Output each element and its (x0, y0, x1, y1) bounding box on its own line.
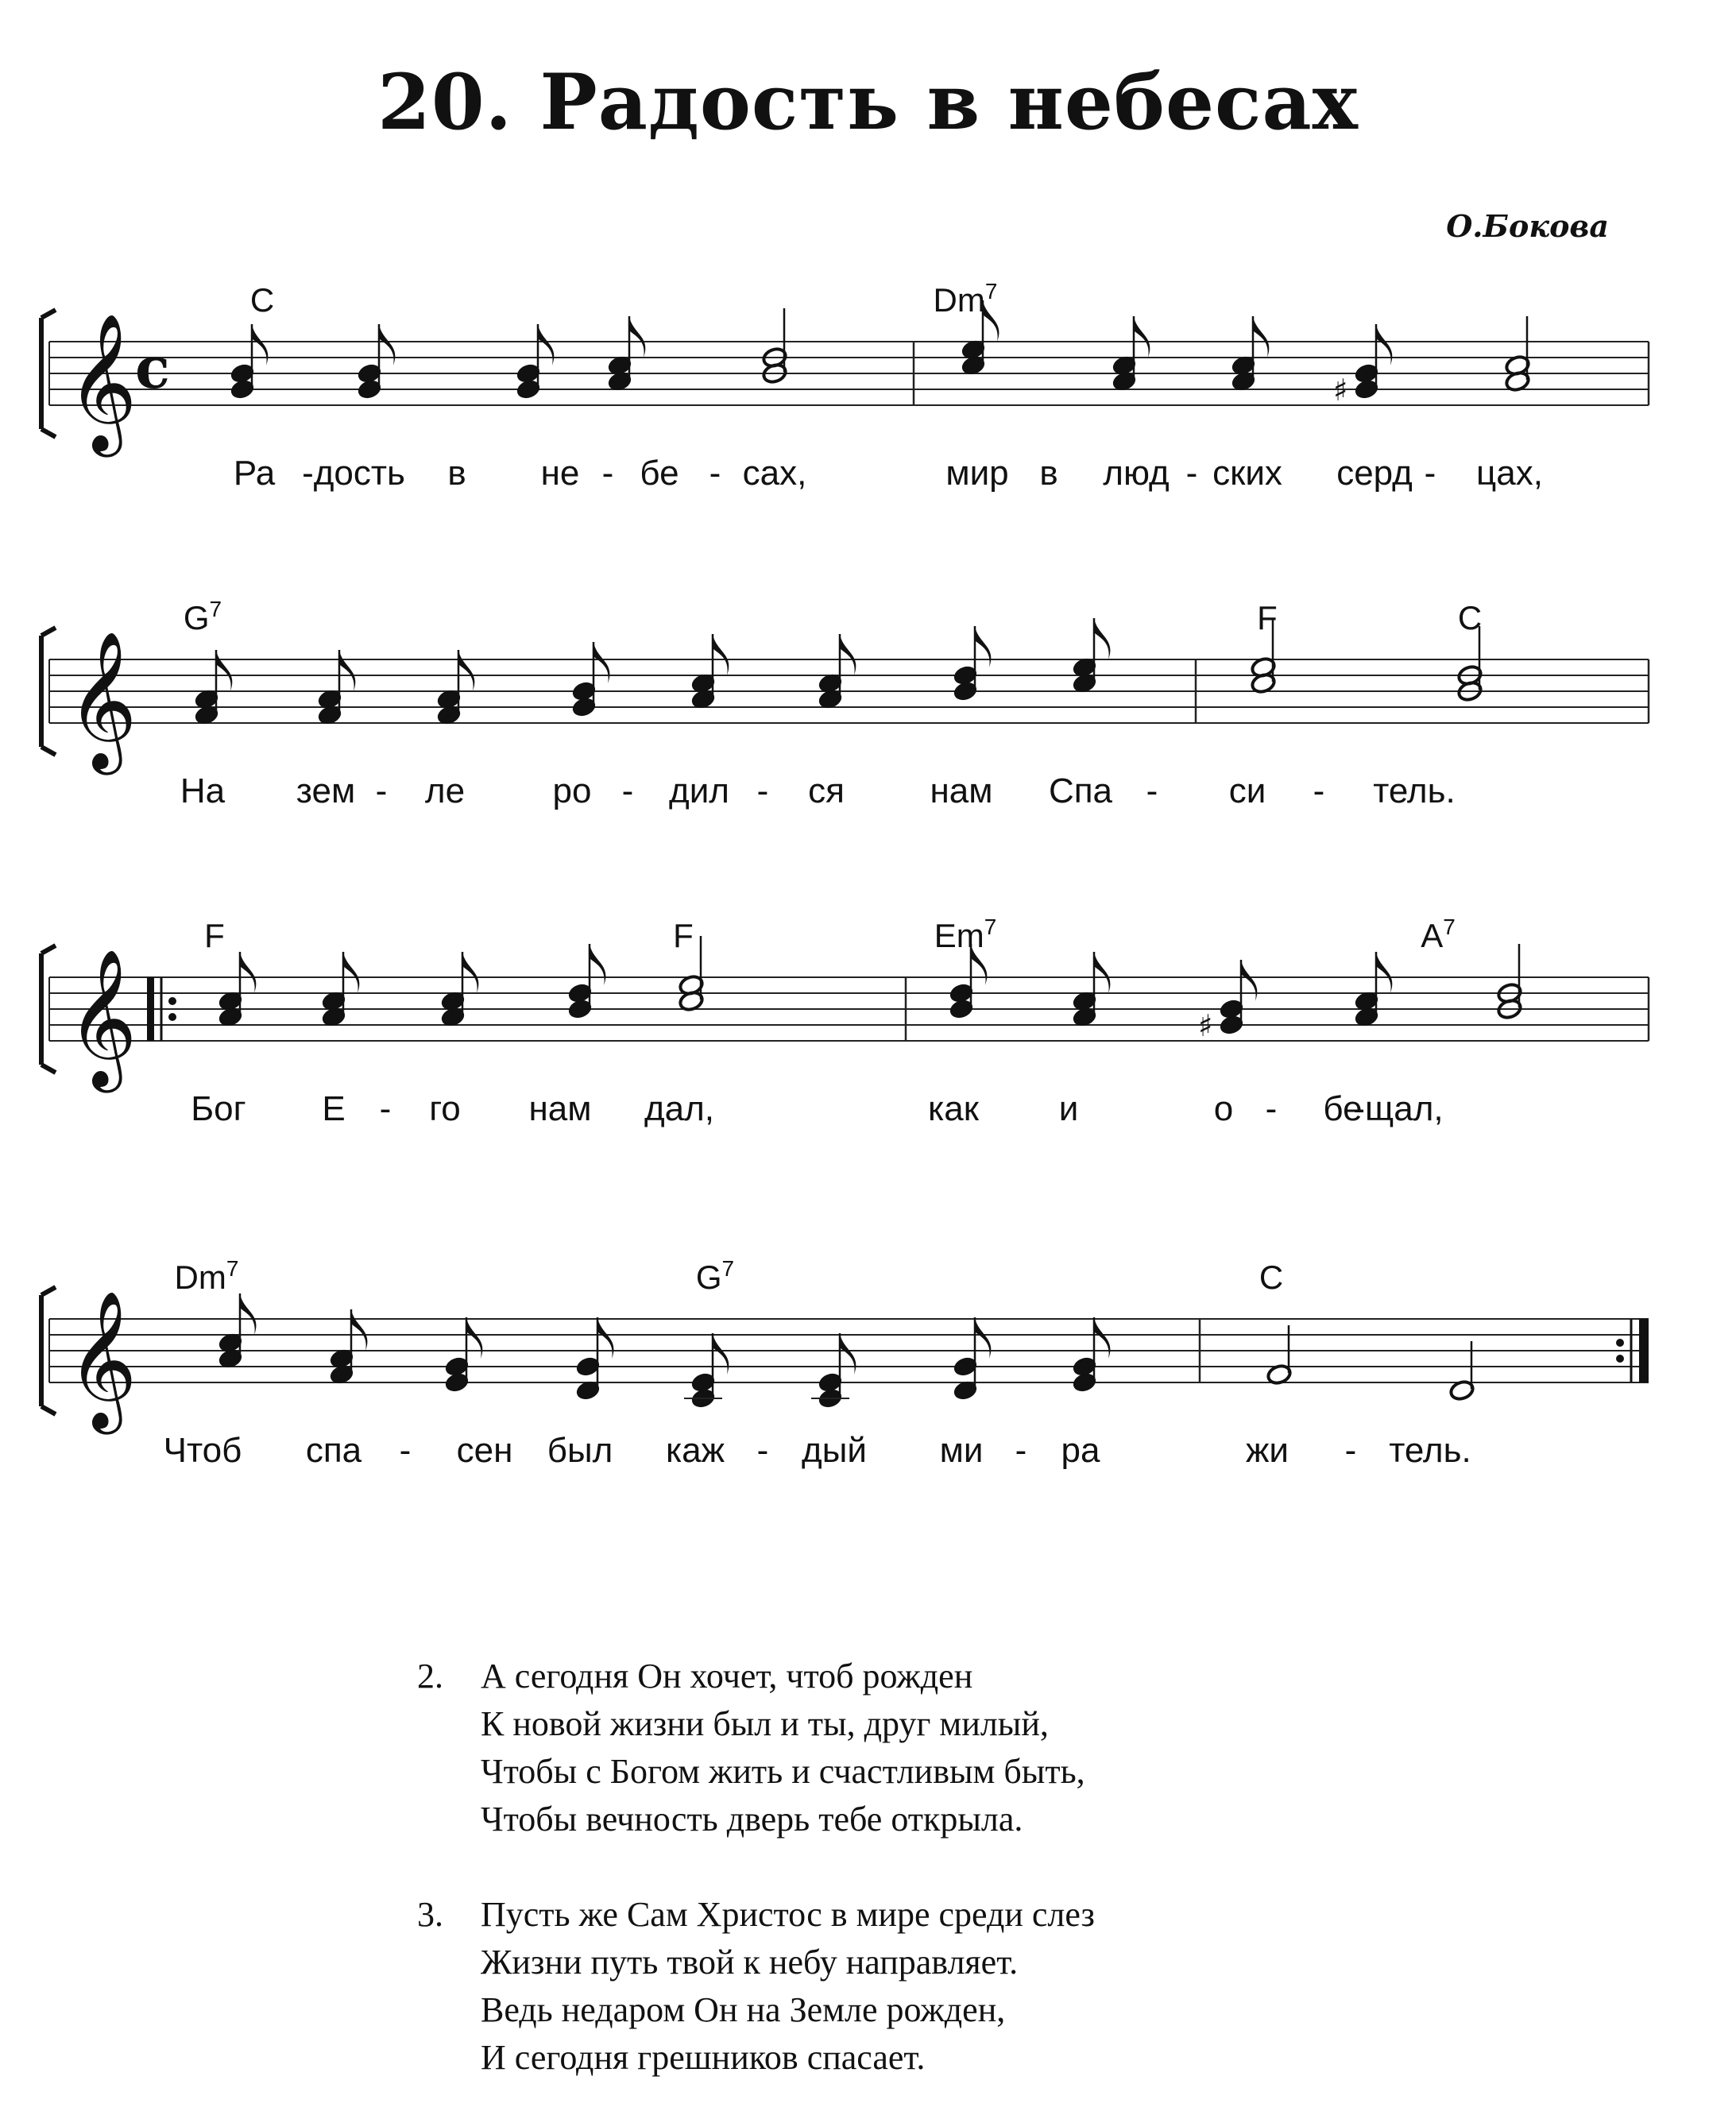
lyric-syllable: - (1265, 1089, 1278, 1128)
eighth-note-chord (811, 1333, 856, 1409)
chord-extension: 7 (1443, 914, 1456, 939)
eighth-note-chord (1071, 952, 1110, 1028)
common-time-icon: c (135, 334, 170, 401)
eighth-note-chord (1071, 618, 1110, 694)
eighth-note-chord (606, 316, 645, 392)
lyric-syllable: - (1344, 1431, 1357, 1470)
chord-symbol (204, 917, 225, 954)
chord-root: F (1257, 599, 1278, 636)
lyric-syllable: - (1185, 454, 1198, 493)
note-flag (240, 952, 256, 993)
lyric-syllable: На (180, 771, 226, 810)
lyric-syllable: Ра (233, 454, 276, 493)
chord-extension: 7 (984, 914, 997, 939)
lyric-syllable: каж (665, 1431, 725, 1470)
eighth-note-chord (435, 650, 474, 726)
eighth-note-chord (217, 952, 256, 1028)
lyric-syllable: сен (456, 1431, 513, 1470)
lyric-syllable: ся (808, 771, 845, 810)
chord-symbol (250, 281, 274, 319)
note-flag (1376, 324, 1392, 365)
eighth-note-chord (193, 650, 232, 726)
chord-symbol (1458, 599, 1482, 636)
verse-line: А сегодня Он хочет, чтоб рожден (481, 1657, 973, 1696)
lyric-syllable: дил (669, 771, 729, 810)
chord-extension: 7 (721, 1256, 735, 1281)
lyric-syllable: жи (1245, 1431, 1289, 1470)
verse-3 (417, 1891, 1095, 2082)
lyric-syllable: - (399, 1431, 412, 1470)
lyric-syllable: был (547, 1431, 613, 1470)
eighth-note-chord (690, 634, 729, 710)
chord-symbol (1259, 1259, 1283, 1296)
lyric-syllable: сах, (742, 454, 807, 493)
lyric-syllable: мир (945, 454, 1009, 493)
composer-credit: О.Бокова (1446, 208, 1609, 244)
treble-clef-icon: 𝄞 (67, 631, 137, 769)
verse-number: 2. (417, 1657, 443, 1696)
repeat-start-thick-bar (147, 977, 154, 1041)
staff-system-2 (41, 597, 1649, 810)
note-flag (1241, 960, 1257, 1001)
treble-clef-icon: 𝄞 (67, 1290, 137, 1429)
lyric-syllable: дал, (644, 1089, 715, 1128)
lyric-syllable: -дость (302, 454, 405, 493)
eighth-note-chord (1353, 952, 1392, 1028)
eighth-note-chord (817, 634, 856, 710)
treble-clef-icon: 𝄞 (67, 949, 137, 1087)
note-flag (975, 626, 991, 667)
lyric-syllable: го (429, 1089, 461, 1128)
eighth-note-chord (1333, 324, 1392, 408)
chord-symbol (1421, 914, 1456, 954)
eighth-note-chord (439, 952, 478, 1028)
lyric-syllable: и (1058, 1089, 1079, 1128)
lyric-syllable: - (601, 454, 614, 493)
chord-root: F (204, 917, 225, 954)
note-flag (216, 650, 232, 691)
note-flag (343, 952, 359, 993)
chord-extension: 7 (226, 1256, 239, 1281)
verse-line: К новой жизни был и ты, друг милый, (481, 1704, 1049, 1743)
note-flag (1376, 952, 1392, 993)
lyric-syllable: Е (322, 1089, 346, 1128)
lyric-syllable: - (1313, 771, 1325, 810)
lyric-syllable: - (709, 454, 721, 493)
lyric-syllable: ро (552, 771, 592, 810)
lyric-syllable: ми (939, 1431, 984, 1470)
chord-root: Dm (933, 281, 985, 319)
eighth-note-chord (1198, 960, 1257, 1043)
eighth-note-chord (1230, 316, 1269, 392)
eighth-note-chord (316, 650, 355, 726)
chord-root: Em (934, 917, 984, 954)
chord-root: G (183, 599, 210, 636)
lyric-syllable: ра (1061, 1431, 1100, 1470)
note-flag (1253, 316, 1269, 358)
note-flag (840, 1333, 856, 1375)
note-flag (597, 1317, 613, 1359)
lyric-syllable: в (447, 454, 466, 493)
lyric-syllable: - (375, 771, 388, 810)
note-flag (1094, 1317, 1110, 1359)
half-note-chord (1504, 316, 1530, 392)
lyric-syllable: си (1228, 771, 1266, 810)
repeat-dot (1616, 1339, 1624, 1347)
chord-root: C (1457, 599, 1483, 636)
lyric-syllable: - (621, 771, 634, 810)
chord-symbol (175, 1256, 239, 1296)
note-flag (466, 1317, 482, 1359)
chord-root: F (673, 917, 694, 954)
chord-symbol (1257, 599, 1278, 636)
note-flag (593, 642, 609, 683)
note-flag (713, 1333, 729, 1375)
repeat-dot (1616, 1355, 1624, 1363)
verse-line: Жизни путь твой к небу направляет. (481, 1943, 1019, 1982)
eighth-note-chord (217, 1293, 256, 1370)
note-flag (339, 650, 355, 691)
staff-system-1 (41, 279, 1649, 493)
treble-clef-icon: 𝄞 (67, 313, 137, 451)
lyric-syllable: тель. (1389, 1431, 1471, 1470)
sharp-icon: ♯ (1333, 373, 1348, 408)
lyric-syllable: - (1015, 1431, 1027, 1470)
lyric-syllable: дый (802, 1431, 867, 1470)
eighth-note-chord (328, 1309, 367, 1386)
note-flag (983, 300, 999, 342)
eighth-note-chord (574, 1317, 613, 1402)
lyric-syllable: бе (640, 454, 679, 493)
chord-symbol (934, 914, 997, 954)
note-flag (590, 944, 605, 985)
lyric-syllable: серд (1336, 454, 1413, 493)
eighth-note-chord (320, 952, 359, 1028)
note-flag (1094, 952, 1110, 993)
lyric-syllable: - (756, 771, 769, 810)
chord-extension: 7 (984, 279, 998, 304)
verse-line: Ведь недаром Он на Земле рожден, (481, 1990, 1006, 2029)
chord-extension: 7 (209, 597, 222, 621)
chord-root: Dm (174, 1259, 226, 1296)
lyric-syllable: люд (1103, 454, 1170, 493)
lyric-syllable: Чтоб (163, 1431, 242, 1470)
lyric-syllable: не (540, 454, 580, 493)
repeat-dot (168, 1013, 176, 1021)
note-flag (713, 634, 729, 675)
lyric-syllable: -щал, (1353, 1089, 1444, 1128)
chord-symbol (696, 1256, 734, 1296)
note-flag (1134, 316, 1150, 358)
lyric-syllable: - (1146, 771, 1158, 810)
lyric-syllable: как (928, 1089, 979, 1128)
eighth-note-chord (684, 1333, 729, 1409)
verse-line: Чтобы с Богом жить и счастливым быть, (481, 1752, 1085, 1791)
note-flag (351, 1309, 367, 1351)
note-flag (240, 1293, 256, 1335)
lyric-syllable: - (379, 1089, 392, 1128)
song-title: 20. Радость в небесах (377, 57, 1359, 147)
note-flag (629, 316, 645, 358)
staff-system-4 (41, 1256, 1649, 1470)
lyric-syllable: нам (930, 771, 993, 810)
note-flag (1094, 618, 1110, 659)
lyric-syllable: зем (296, 771, 356, 810)
note-flag (252, 324, 268, 365)
lyric-syllable: в (1039, 454, 1058, 493)
lyric-syllable: тель. (1373, 771, 1456, 810)
staff-system-3 (41, 914, 1649, 1128)
note-flag (462, 952, 478, 993)
chord-symbol (184, 597, 222, 636)
note-flag (538, 324, 554, 365)
chord-root: C (249, 281, 275, 319)
lyric-syllable: о (1213, 1089, 1234, 1128)
chord-symbol (673, 917, 694, 954)
chord-root: G (695, 1259, 722, 1296)
lyric-syllable: цах, (1476, 454, 1543, 493)
lyric-syllable: ских (1212, 454, 1282, 493)
lyric-syllable: Бог (191, 1089, 246, 1128)
lyric-syllable: - (1424, 454, 1436, 493)
chord-root: C (1259, 1259, 1284, 1296)
repeat-dot (168, 997, 176, 1005)
note-flag (458, 650, 474, 691)
note-flag (840, 634, 856, 675)
lyric-syllable: ле (424, 771, 466, 810)
lyric-syllable: бе (1323, 1089, 1363, 1128)
lyric-syllable: нам (528, 1089, 592, 1128)
verse-line: И сегодня грешников спасает. (481, 2038, 926, 2077)
verse-number: 3. (417, 1895, 443, 1934)
note-flag (379, 324, 395, 365)
verse-line: Чтобы вечность дверь тебе открыла. (481, 1800, 1023, 1839)
lyric-syllable: Спа (1048, 771, 1113, 810)
eighth-note-chord (1111, 316, 1150, 392)
repeat-end-thick-bar (1639, 1319, 1649, 1382)
eighth-note-chord (952, 1317, 991, 1402)
verse-2 (417, 1653, 1085, 1843)
verse-line: Пусть же Сам Христос в мире среди слез (481, 1895, 1095, 1934)
chord-root: A (1421, 917, 1444, 954)
lyric-syllable: спа (305, 1431, 362, 1470)
sharp-icon: ♯ (1198, 1008, 1213, 1043)
lyric-syllable: - (756, 1431, 769, 1470)
note-flag (975, 1317, 991, 1359)
